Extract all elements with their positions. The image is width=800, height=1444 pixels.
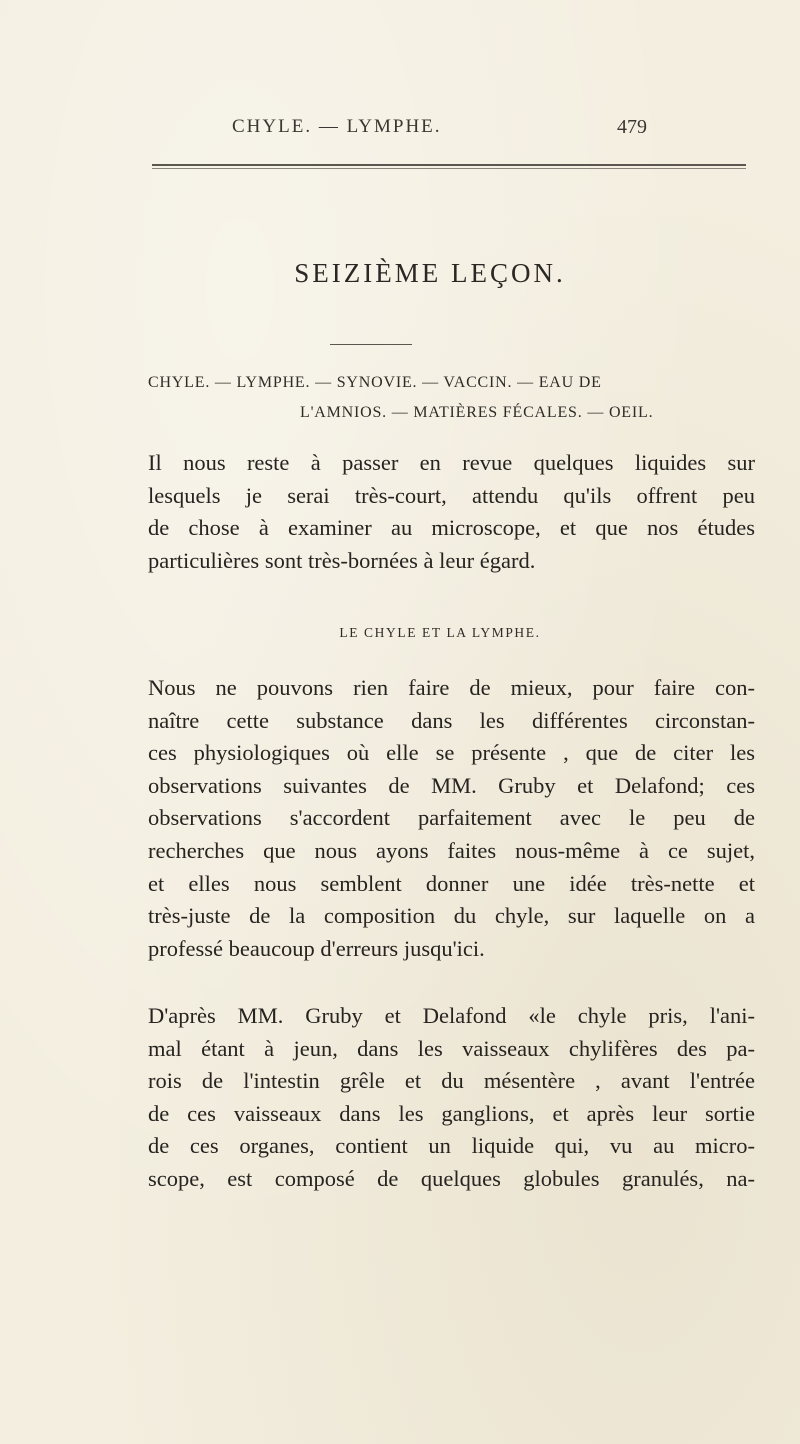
text-line: professé beaucoup d'erreurs jusqu'ici. <box>148 935 485 961</box>
text-line: naître cette substance dans les différentes circonstan- <box>148 707 755 733</box>
running-head-title: CHYLE. — LYMPHE. <box>232 116 442 137</box>
text-line: recherches que nous ayons faites nous-même à ce sujet, <box>148 837 755 863</box>
paragraph-gruby-delafond <box>148 1000 755 1196</box>
page-number: 479 <box>617 116 647 138</box>
text-line: Nous ne pouvons rien faire de mieux, pour faire con- <box>148 675 755 700</box>
text-line: rois de l'intestin grêle et du mésentère , avant l'entrée <box>148 1068 755 1094</box>
text-line: de ces organes, contient un liquide qui, vu au micro- <box>148 1133 755 1159</box>
text-line: lesquels je serai très-court, attendu qu'ils offrent peu <box>148 482 755 508</box>
text-line: D'après MM. Gruby et Delafond «le chyle pris, l'ani- <box>148 1003 755 1028</box>
text-line: et elles nous semblent donner une idée très-nette et <box>148 870 755 896</box>
header-rule-thin <box>152 168 746 169</box>
header-rule-thick <box>152 164 746 166</box>
paragraph-intro <box>148 447 755 577</box>
text-line: de ces vaisseaux dans les ganglions, et après leur sortie <box>148 1100 755 1126</box>
text-line: scope, est composé de quelques globules granulés, na- <box>148 1165 755 1191</box>
lesson-title: SEIZIÈME LEÇON. <box>294 258 566 288</box>
lesson-summary <box>148 368 748 428</box>
title-divider <box>330 344 412 345</box>
summary-line-1: CHYLE. — LYMPHE. — SYNOVIE. — VACCIN. — EAU DE <box>148 374 602 391</box>
text-line: observations suivantes de MM. Gruby et Delafond; ces <box>148 772 755 798</box>
text-line: Il nous reste à passer en revue quelques liquides sur <box>148 450 755 475</box>
summary-line-2: L'AMNIOS. — MATIÈRES FÉCALES. — OEIL. <box>300 404 654 421</box>
text-line: ces physiologiques où elle se présente , que de citer les <box>148 740 755 766</box>
text-line: observations s'accordent parfaitement avec le peu de <box>148 805 755 831</box>
text-line: de chose à examiner au microscope, et que nos études <box>148 515 755 541</box>
running-head <box>0 116 800 146</box>
section-heading: LE CHYLE ET LA LYMPHE. <box>339 625 541 640</box>
text-line: mal étant à jeun, dans les vaisseaux chylifères des pa- <box>148 1035 755 1061</box>
text-line: particulières sont très-bornées à leur égard. <box>148 547 536 573</box>
paragraph-chyle <box>148 672 755 965</box>
text-line: très-juste de la composition du chyle, sur laquelle on a <box>148 903 755 929</box>
